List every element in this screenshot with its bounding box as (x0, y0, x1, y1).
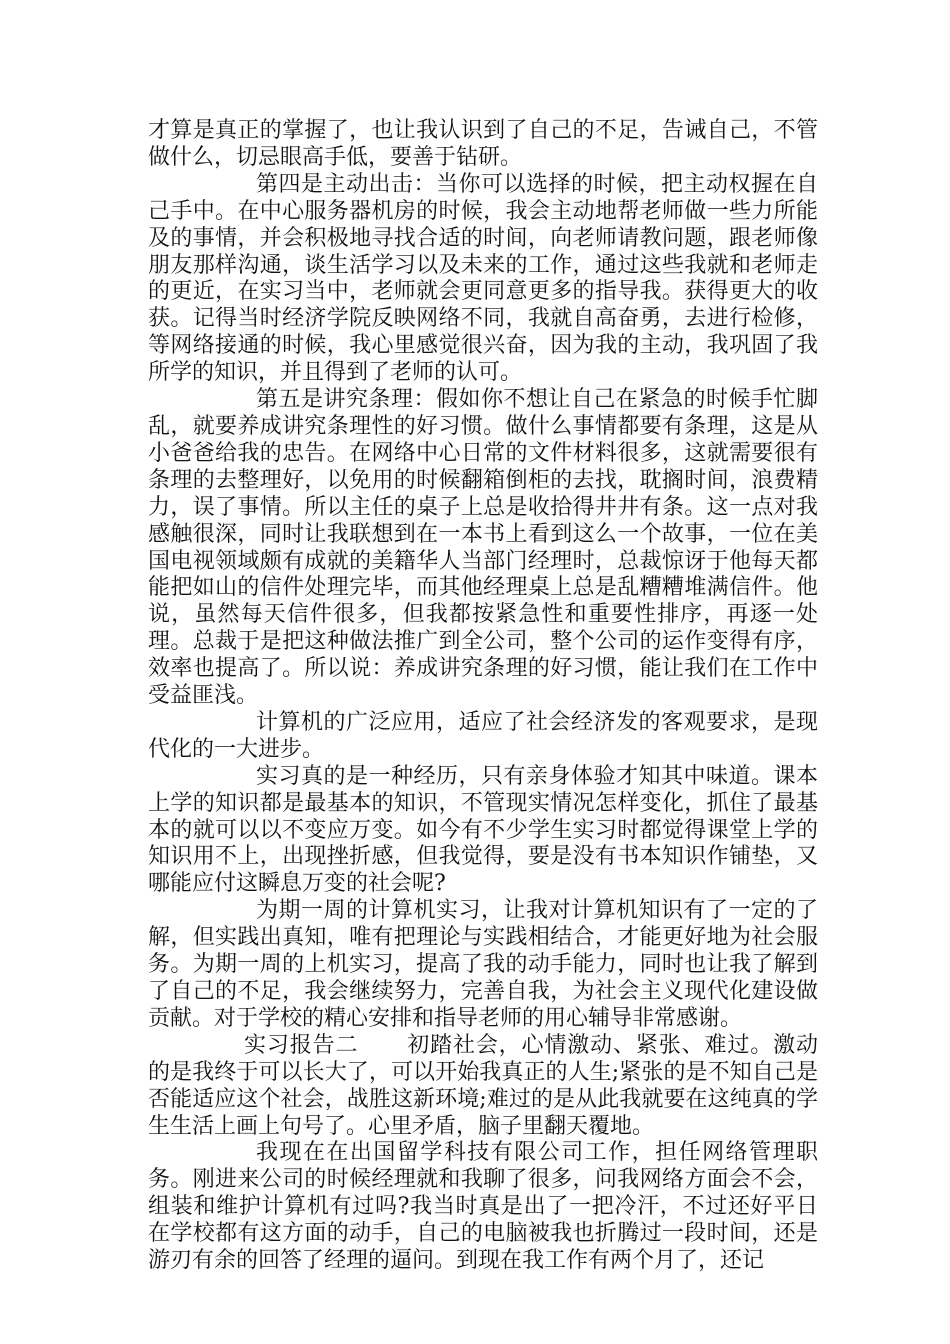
paragraph-be-organized: 第五是讲究条理：假如你不想让自己在紧急的时候手忙脚乱，就要养成讲究条理性的好习惯。做什么事情都要有条理，这是从小爸爸给我的忠告。在网络中心日常的文件材料很多，这就需要很有条理的去整理好，以免用的时候翻箱倒柜的去找，耽搁时间，浪费精力，误了事情。所以主任的桌子上总是收拾得井井有条。这一点对我感触很深，同时让我联想到在一本书上看到这么一个故事，一位在美国电视领域颇有成就的美籍华人当部门经理时，总裁惊讶于他每天都能把如山的信件处理完毕，而其他经理桌上总是乱糟糟堆满信件。他说，虽然每天信件很多，但我都按紧急性和重要性排序，再逐一处理。总裁于是把这种做法推广到全公司，整个公司的运作变得有序，效率也提高了。所以说：养成讲究条理的好习惯，能让我们在工作中受益匪浅。 (148, 387, 818, 709)
paragraph-take-initiative: 第四是主动出击：当你可以选择的时候，把主动权握在自己手中。在中心服务器机房的时候，我会主动地帮老师做一些力所能及的事情，并会积极地寻找合适的时间，向老师请教问题，跟老师像朋友那样沟通，谈生活学习以及未来的工作，通过这些我就和老师走的更近，在实习当中，老师就会更同意更多的指导我。获得更大的收获。记得当时经济学院反映网络不同，我就自高奋勇，去进行检修，等网络接通的时候，我心里感觉很兴奋，因为我的主动，我巩固了我所学的知识，并且得到了老师的认可。 (148, 171, 818, 386)
paragraph-internship-experience: 实习真的是一种经历，只有亲身体验才知其中味道。课本上学的知识都是最基本的知识，不管现实情况怎样变化，抓住了最基本的就可以以不变应万变。如今有不少学生实习时都觉得课堂上学的知识用不上，出现挫折感，但我觉得，要是没有书本知识作铺垫，又哪能应付这瞬息万变的社会呢? (148, 763, 818, 897)
paragraph-computer-application: 计算机的广泛应用，适应了社会经济发的客观要求，是现代化的一大进步。 (148, 709, 818, 762)
document-page (148, 118, 818, 1275)
report-two-paragraph (148, 1033, 818, 1141)
report-two-text: 初踏社会，心情激动、紧张、难过。激动的是我终于可以长大了，可以开始我真正的人生;紧张的是不知自己是否能适应这个社会，战胜这新环境;难过的是从此我就要在这纯真的学生生活上画上句号了。心里矛盾，脑子里翻天覆地。 (148, 1032, 818, 1139)
paragraph-conclusion: 为期一周的计算机实习，让我对计算机知识有了一定的了解，但实践出真知，唯有把理论与实践相结合，才能更好地为社会服务。为期一周的上机实习，提高了我的动手能力，同时也让我了解到了自己的不足，我会继续努力，完善自我，为社会主义现代化建设做贡献。对于学校的精心安排和指导老师的用心辅导非常感谢。 (148, 898, 818, 1031)
paragraph-continued: 才算是真正的掌握了，也让我认识到了自己的不足，告诫自己，不管做什么，切忌眼高手低，要善于钻研。 (148, 118, 818, 170)
paragraph-current-job: 我现在在出国留学科技有限公司工作，担任网络管理职务。刚进来公司的时候经理就和我聊了很多，问我网络方面会不会，组装和维护计算机有过吗?我当时真是出了一把冷汗，不过还好平日在学校都有这方面的动手，自己的电脑被我也折腾过一段时间，还是游刃有余的回答了经理的逼问。到现在我工作有两个月了，还记 (148, 1140, 818, 1274)
report-two-heading: 实习报告二 (244, 1032, 359, 1058)
